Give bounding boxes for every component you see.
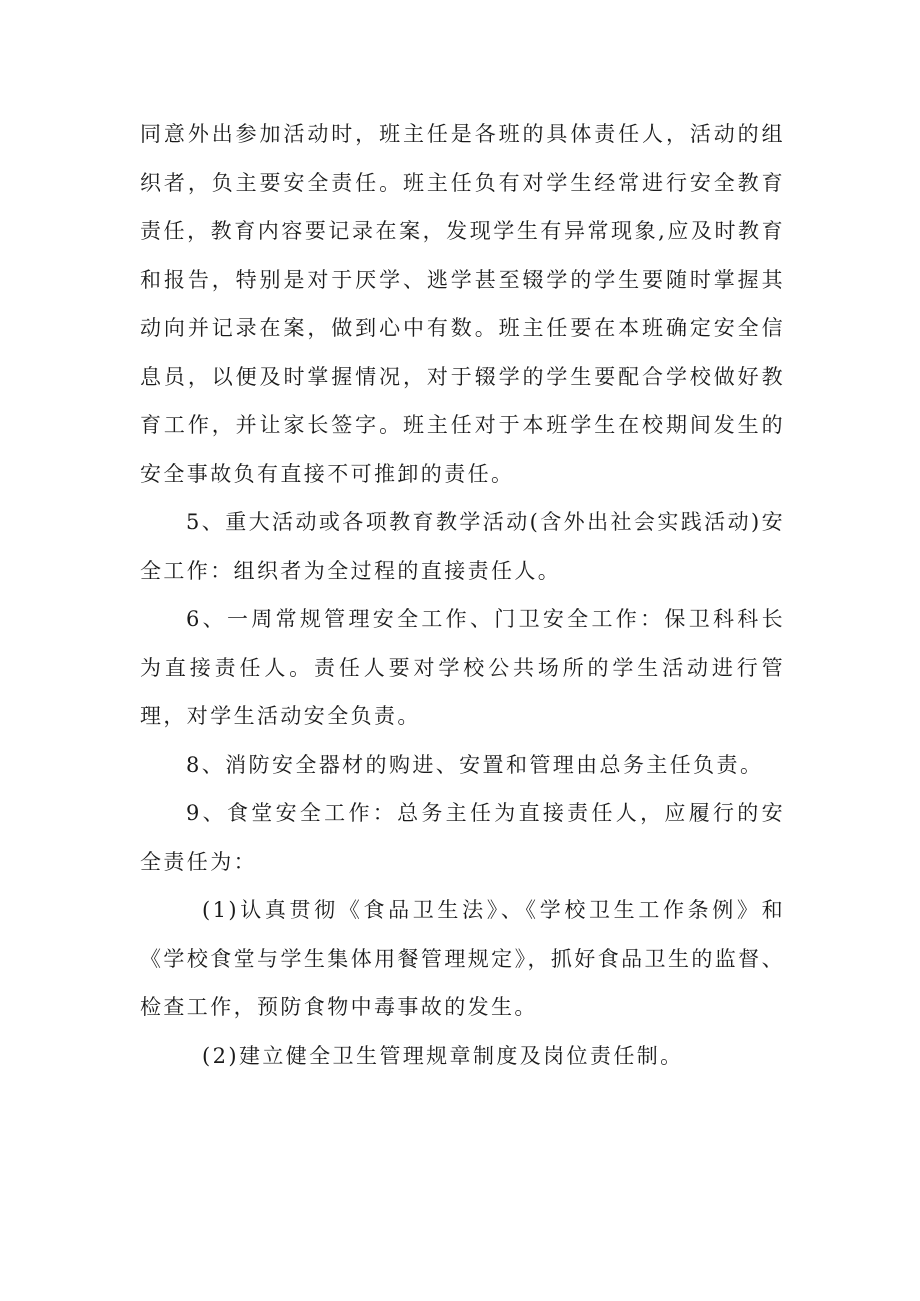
paragraph-item-9: 9、食堂安全工作：总务主任为直接责任人，应履行的安全责任为：: [140, 801, 785, 874]
paragraph-item-5: 5、重大活动或各项教育教学活动(含外出社会实践活动)安全工作：组织者为全过程的直接责任人。: [140, 510, 785, 583]
paragraph-subitem-1: (1)认真贯彻《食品卫生法》、《学校卫生工作条例》和《学校食堂与学生集体用餐管理规定》，抓好食品卫生的监督、检查工作，预防食物中毒事故的发生。: [140, 898, 785, 1019]
paragraph-item-6: 6、一周常规管理安全工作、门卫安全工作：保卫科科长为直接责任人。责任人要对学校公共场所的学生活动进行管理，对学生活动安全负责。: [140, 607, 785, 728]
paragraph-subitem-2: (2)建立健全卫生管理规章制度及岗位责任制。: [202, 1043, 684, 1068]
document-body: [140, 110, 785, 1080]
paragraph-class-teacher-responsibility: 同意外出参加活动时，班主任是各班的具体责任人，活动的组织者，负主要安全责任。班主任负有对学生经常进行安全教育责任，教育内容要记录在案，发现学生有异常现象,应及时教育和报告，特别是对于厌学、逃学甚至辍学的学生要随时掌握其动向并记录在案，做到心中有数。班主任要在本班确定安全信息员，以便及时掌握情况，对于辍学的学生要配合学校做好教育工作，并让家长签字。班主任对于本班学生在校期间发生的安全事故负有直接不可推卸的责任。: [140, 122, 785, 486]
paragraph-item-8: 8、消防安全器材的购进、安置和管理由总务主任负责。: [186, 752, 764, 777]
